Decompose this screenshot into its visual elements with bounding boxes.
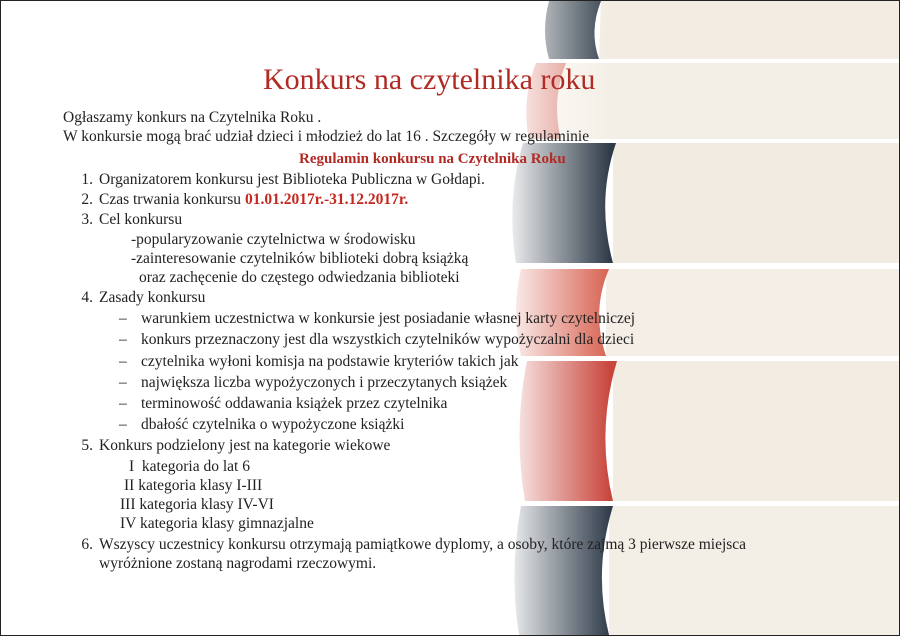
item-number: 1. (81, 171, 93, 188)
category-line: IV kategoria klasy gimnazjalne (120, 515, 314, 532)
dash-bullet: – (119, 374, 127, 391)
rule-item-goal (73, 211, 182, 229)
dash-bullet: – (119, 353, 127, 370)
item-text: Organizatorem konkursu jest Biblioteka Publiczna w Gołdapi. (99, 171, 485, 188)
item-text: Zasady konkursu (99, 289, 206, 306)
rule-item-organizer (73, 171, 485, 189)
category-line: II kategoria klasy I-III (124, 477, 263, 494)
contest-dates: 01.01.2017r.-31.12.2017r. (244, 191, 409, 208)
dash-bullet: – (119, 395, 127, 412)
goal-line: oraz zachęcenie do częstego odwiedzania biblioteki (139, 269, 460, 286)
rule-item-duration (73, 191, 408, 209)
item-number: 2. (81, 191, 93, 208)
goal-line: -popularyzowanie czytelnictwa w środowisku (131, 231, 416, 248)
category-line: III kategoria klasy IV-VI (120, 496, 274, 513)
item-number: 6. (81, 536, 93, 553)
rules-bullet: – dbałość czytelnika o wypożyczone książki (119, 416, 405, 433)
goal-line: -zainteresowanie czytelników biblioteki dobrą książką (131, 250, 469, 267)
dash-bullet: – (119, 416, 127, 433)
item-text: Wszyscy uczestnicy konkursu otrzymają pamiątkowe dyplomy, a osoby, które zajmą 3 pierwsze miejsca (99, 536, 747, 553)
item-text: Konkurs podzielony jest na kategorie wiekowe (99, 437, 391, 454)
rules-bullet: – konkurs przeznaczony jest dla wszystkich czytelników wypożyczalni dla dzieci (119, 331, 635, 348)
item-number: 4. (81, 289, 93, 306)
intro-line-2: W konkursie mogą brać udział dzieci i młodzież do lat 16 . Szczegóły w regulaminie (63, 128, 590, 145)
rule-item-rules (73, 289, 205, 307)
regulations-title: Regulamin konkursu na Czytelnika Roku (299, 151, 566, 167)
dash-bullet: – (119, 310, 127, 327)
item-text: Czas trwania konkursu (99, 191, 245, 208)
item-number: 5. (81, 437, 93, 454)
intro-line-1: Ogłaszamy konkurs na Czytelnika Roku . (63, 109, 322, 126)
item-text: Cel konkursu (99, 211, 183, 228)
category-line: I kategoria do lat 6 (129, 458, 250, 475)
dash-bullet: – (119, 331, 127, 348)
rules-bullet: – czytelnika wyłoni komisja na podstawie kryteriów takich jak (119, 353, 519, 370)
rule-item-categories (73, 437, 390, 455)
rule-item-prizes (73, 536, 746, 554)
prizes-line-2: wyróżnione zostaną nagrodami rzeczowymi. (99, 555, 377, 572)
rules-bullet: – największa liczba wypożyczonych i przeczytanych książek (119, 374, 508, 391)
item-number: 3. (81, 211, 93, 228)
rules-bullet: – terminowość oddawania książek przez czytelnika (119, 395, 448, 412)
page-title: Konkurs na czytelnika roku (263, 63, 596, 96)
rules-bullet: – warunkiem uczestnictwa w konkursie jest posiadanie własnej karty czytelniczej (119, 310, 636, 327)
